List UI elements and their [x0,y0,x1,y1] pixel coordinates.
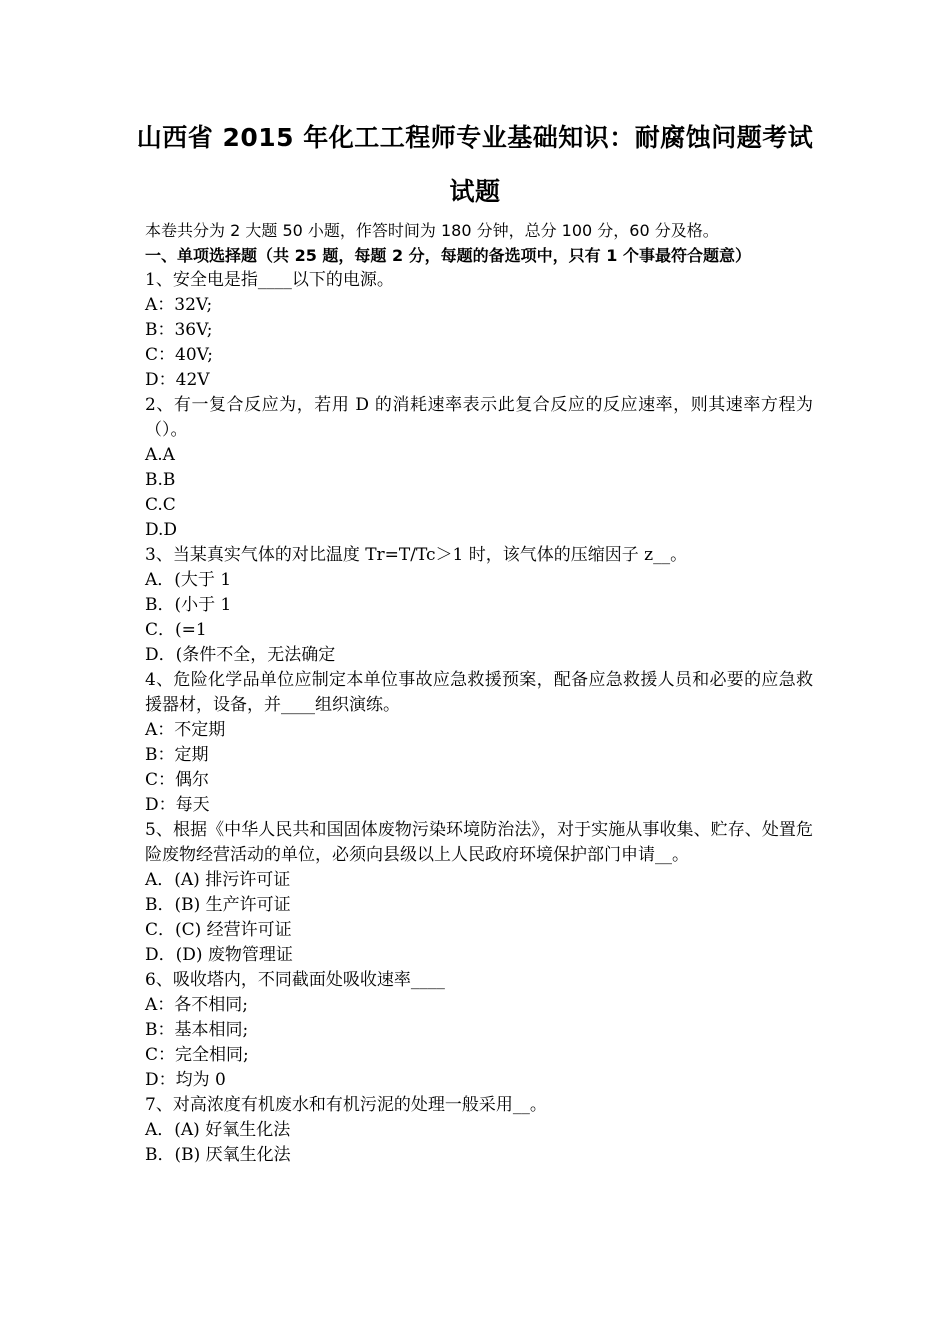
option-a: A：各不相同; [145,995,249,1015]
option-b: B：定期 [145,745,209,765]
option-c: C.C [145,495,176,515]
question-stem: 2、有一复合反应为，若用 D 的消耗速率表示此复合反应的反应速率，则其速率方程为（）。 [145,395,813,440]
question-5 [145,818,813,968]
question-stem: 1、安全电是指____以下的电源。 [145,270,394,290]
option-d: D.D [145,520,178,540]
question-4 [145,668,813,818]
option-d: D：42V [145,370,210,390]
option-b: B：36V; [145,320,213,340]
exam-intro: 本卷共分为 2 大题 50 小题，作答时间为 180 分钟，总分 100 分，60 分及格。 [145,221,719,240]
option-c: C：偶尔 [145,770,210,790]
option-b: B．(B) 厌氧生化法 [145,1145,291,1165]
option-c: C：完全相同; [145,1045,249,1065]
option-a: A．(A) 排污许可证 [145,870,291,890]
option-c: C．(C) 经营许可证 [145,920,292,940]
question-stem: 5、根据《中华人民共和国固体废物污染环境防治法》，对于实施从事收集、贮存、处置危险废物经营活动的单位，必须向县级以上人民政府环境保护部门申请__。 [145,820,813,865]
option-d: D．(D) 废物管理证 [145,945,293,965]
option-b: B：基本相同; [145,1020,249,1040]
option-a: A．(A) 好氧生化法 [145,1120,291,1140]
option-d: D：均为 0 [145,1070,226,1090]
option-a: A：32V; [145,295,213,315]
question-1 [145,268,813,393]
section-heading: 一、单项选择题（共 25 题，每题 2 分，每题的备选项中，只有 1 个事最符合题意） [145,246,751,265]
question-6 [145,968,813,1093]
option-a: A：不定期 [145,720,226,740]
option-b: B.B [145,470,176,490]
question-2 [145,393,813,543]
option-b: B．(小于 1 [145,595,232,615]
option-d: D：每天 [145,795,210,815]
option-c: C：40V; [145,345,213,365]
question-stem: 4、危险化学品单位应制定本单位事故应急救援预案，配备应急救援人员和必要的应急救援器材，设备，并____组织演练。 [145,670,813,715]
question-7 [145,1093,813,1168]
option-a: A．(大于 1 [145,570,232,590]
option-d: D．(条件不全，无法确定 [145,645,336,665]
question-3 [145,543,813,668]
document-title-line1: 山西省 2015 年化工工程师专业基础知识：耐腐蚀问题考试 [136,123,814,152]
question-stem: 3、当某真实气体的对比温度 Tr=T/Tc＞1 时，该气体的压缩因子 z__。 [145,545,688,565]
document-title-line2: 试题 [449,177,501,206]
option-b: B．(B) 生产许可证 [145,895,291,915]
question-stem: 6、吸收塔内，不同截面处吸收速率____ [145,970,445,990]
option-a: A.A [145,445,175,465]
question-stem: 7、对高浓度有机废水和有机污泥的处理一般采用__。 [145,1095,547,1115]
option-c: C．(=1 [145,620,207,640]
document-body [145,218,813,1168]
